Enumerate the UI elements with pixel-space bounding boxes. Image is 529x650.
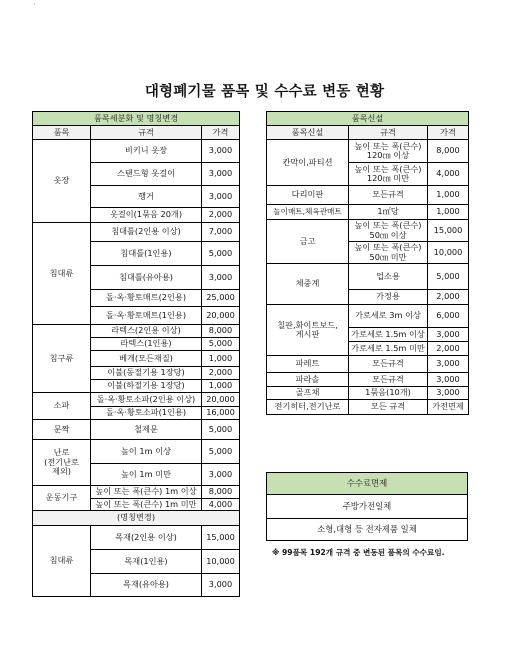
price-cell: 5,000 [428,264,469,290]
table-row [33,420,240,440]
spec-cell: 모든규격 [349,356,428,373]
column-header: 품목신설 [267,126,349,140]
table-row [33,526,240,550]
price-cell: 1,000 [202,351,240,367]
price-cell: 3,000 [202,163,240,186]
price-cell: 7,000 [202,223,240,242]
category-cell: 침구류 [33,325,91,393]
spec-cell: 1묶음(10개) [349,387,428,400]
table-row: 주방가전일체 [267,495,468,519]
spec-cell: 침대틀(1인용) [91,242,202,266]
price-cell: 2,000 [202,208,240,223]
spec-cell: 목재(1인용) [91,550,202,574]
spec-cell: 돌·옥·황토소파(2인용 이상) [91,393,202,407]
price-cell: 10,000 [428,242,469,264]
item-cell: 금고 [267,220,349,264]
spec-cell: 목재(2인용 이상) [91,526,202,550]
spec-cell: 스탠드형 옷걸이 [91,163,202,186]
table-row [267,186,469,205]
table-row [33,440,240,464]
item-cell: 골프채 [267,387,349,400]
price-cell: 5,000 [202,242,240,266]
price-cell: 2,000 [202,367,240,380]
price-cell: 4,000 [202,499,240,511]
spec-cell: 옷걸이(1묶음 20개) [91,208,202,223]
price-cell: 6,000 [428,305,469,328]
price-cell: 8,000 [428,140,469,163]
price-cell: 1,000 [202,380,240,393]
item-subdivision-table [32,111,240,597]
table-row [267,140,469,163]
spec-cell: 침대틀(2인용 이상) [91,223,202,242]
spec-cell: 베개(모든재질) [91,351,202,367]
price-cell: 5,000 [202,420,240,440]
category-cell: 소파 [33,393,91,420]
table-row [267,305,469,328]
top-mark: · [33,0,36,9]
spec-cell: 행거 [91,186,202,208]
spec-cell: 가로세로 1.5m 미만 [349,342,428,356]
column-header: 품목 [33,126,91,140]
table-row [267,400,469,415]
price-cell: 5,000 [202,440,240,464]
column-header: 규격 [91,126,202,140]
table-row [267,264,469,290]
table-row [33,325,240,338]
price-cell: 3,000 [202,186,240,208]
spec-cell: 라텍스(2인용 이상) [91,325,202,338]
price-cell: 25,000 [202,290,240,307]
spec-cell: 1㎡당 [349,205,428,220]
item-cell: 놀이매트,체육관매트 [267,205,349,220]
spec-cell: 높이 또는 폭(큰수) 1m 미만 [91,499,202,511]
table-row [267,356,469,373]
spec-cell: 가로세로 1.5m 이상 [349,328,428,342]
spec-cell: 돌·옥·황토소파(1인용) [91,407,202,420]
spec-cell: 이불(하절기용 1장당) [91,380,202,393]
table-row [267,220,469,242]
price-cell: 3,000 [202,266,240,290]
spec-cell: 높이 또는 폭(큰수) 120㎝ 미만 [349,163,428,186]
footnote: ※ 99품목 192개 규격 중 변동된 품목의 수수료임. [272,548,445,557]
spec-cell: 비키니 옷장 [91,140,202,163]
fee-exemption-table [266,472,468,541]
table-row [33,486,240,499]
table-row [267,387,469,400]
category-cell: 운동기구 [33,486,91,511]
price-cell: 4,000 [428,163,469,186]
spec-cell: 업소용 [349,264,428,290]
spec-cell: 높이 또는 폭(큰수) 120㎝ 이상 [349,140,428,163]
page-title: 대형폐기물 품목 및 수수료 변동 현황 [144,84,385,100]
price-cell: 8,000 [202,325,240,338]
table-row [267,373,469,387]
table-row [33,393,240,407]
price-cell: 10,000 [202,550,240,574]
spec-cell: 목재(유아용) [91,574,202,597]
category-cell: 문짝 [33,420,91,440]
item-cell: 파레트 [267,356,349,373]
price-cell: 1,000 [428,186,469,205]
price-cell: 3,000 [202,140,240,163]
price-cell: 3,000 [428,328,469,342]
price-cell: 8,000 [202,486,240,499]
item-cell: 칸막이,파티션 [267,140,349,186]
category-cell: 옷장 [33,140,91,223]
category-cell: 침대류 [33,223,91,325]
price-cell: 3,000 [202,574,240,597]
price-cell: 3,000 [202,464,240,486]
spec-cell: 모든규격 [349,373,428,387]
price-cell: 2,000 [428,342,469,356]
new-items-table [266,111,469,415]
spec-cell: 모든규격 [349,186,428,205]
column-header: 규격 [349,126,428,140]
price-cell: 20,000 [202,393,240,407]
table-row: 소형,대형 등 전자제품 일체 [267,519,468,541]
price-cell: 5,000 [202,338,240,351]
spec-cell: 가정용 [349,290,428,305]
spec-cell: 높이 1m 이상 [91,440,202,464]
spec-cell: 침대틀(유아용) [91,266,202,290]
spec-cell: 가로세로 3m 이상 [349,305,428,328]
spec-cell: 높이 또는 폭(큰수) 50㎝ 이상 [349,220,428,242]
table-row [267,205,469,220]
spec-cell: 라텍스(1인용) [91,338,202,351]
spec-cell: 모든 규격 [349,400,428,415]
spec-cell: 높이 또는 폭(큰수) 1m 이상 [91,486,202,499]
price-cell: 3,000 [428,373,469,387]
table-row [33,223,240,242]
category-cell: 난로 (전기난로 제외) [33,440,91,486]
item-cell: 파라솔 [267,373,349,387]
price-cell: 16,000 [202,407,240,420]
spec-cell: 돌·옥·황토매트(2인용) [91,290,202,307]
column-header: 가격 [428,126,469,140]
category-cell: 침대류 [33,526,91,597]
price-cell: 가전면제 [428,400,469,415]
column-header: 가격 [202,126,240,140]
rename-heading: (명칭변경) [33,511,240,526]
item-cell: 다리미판 [267,186,349,205]
price-cell: 3,000 [428,356,469,373]
table-row [33,140,240,163]
table-heading: 수수료면제 [267,473,468,495]
price-cell: 3,000 [428,387,469,400]
price-cell: 15,000 [428,220,469,242]
spec-cell: 높이 1m 미만 [91,464,202,486]
spec-cell: 철제문 [91,420,202,440]
spec-cell: 이불(동절기용 1장당) [91,367,202,380]
price-cell: 15,000 [202,526,240,550]
item-cell: 칠판,화이트보드, 게시판 [267,305,349,356]
spec-cell: 높이 또는 폭(큰수) 50㎝ 미만 [349,242,428,264]
item-cell: 체중계 [267,264,349,305]
price-cell: 2,000 [428,290,469,305]
item-cell: 전기히터,전기난로 [267,400,349,415]
table-heading: 품목신설 [267,112,469,126]
spec-cell: 돌·옥·황토매트(1인용) [91,307,202,325]
price-cell: 20,000 [202,307,240,325]
price-cell: 1,000 [428,205,469,220]
table-heading: 품목세분화 및 명칭변경 [33,112,240,126]
